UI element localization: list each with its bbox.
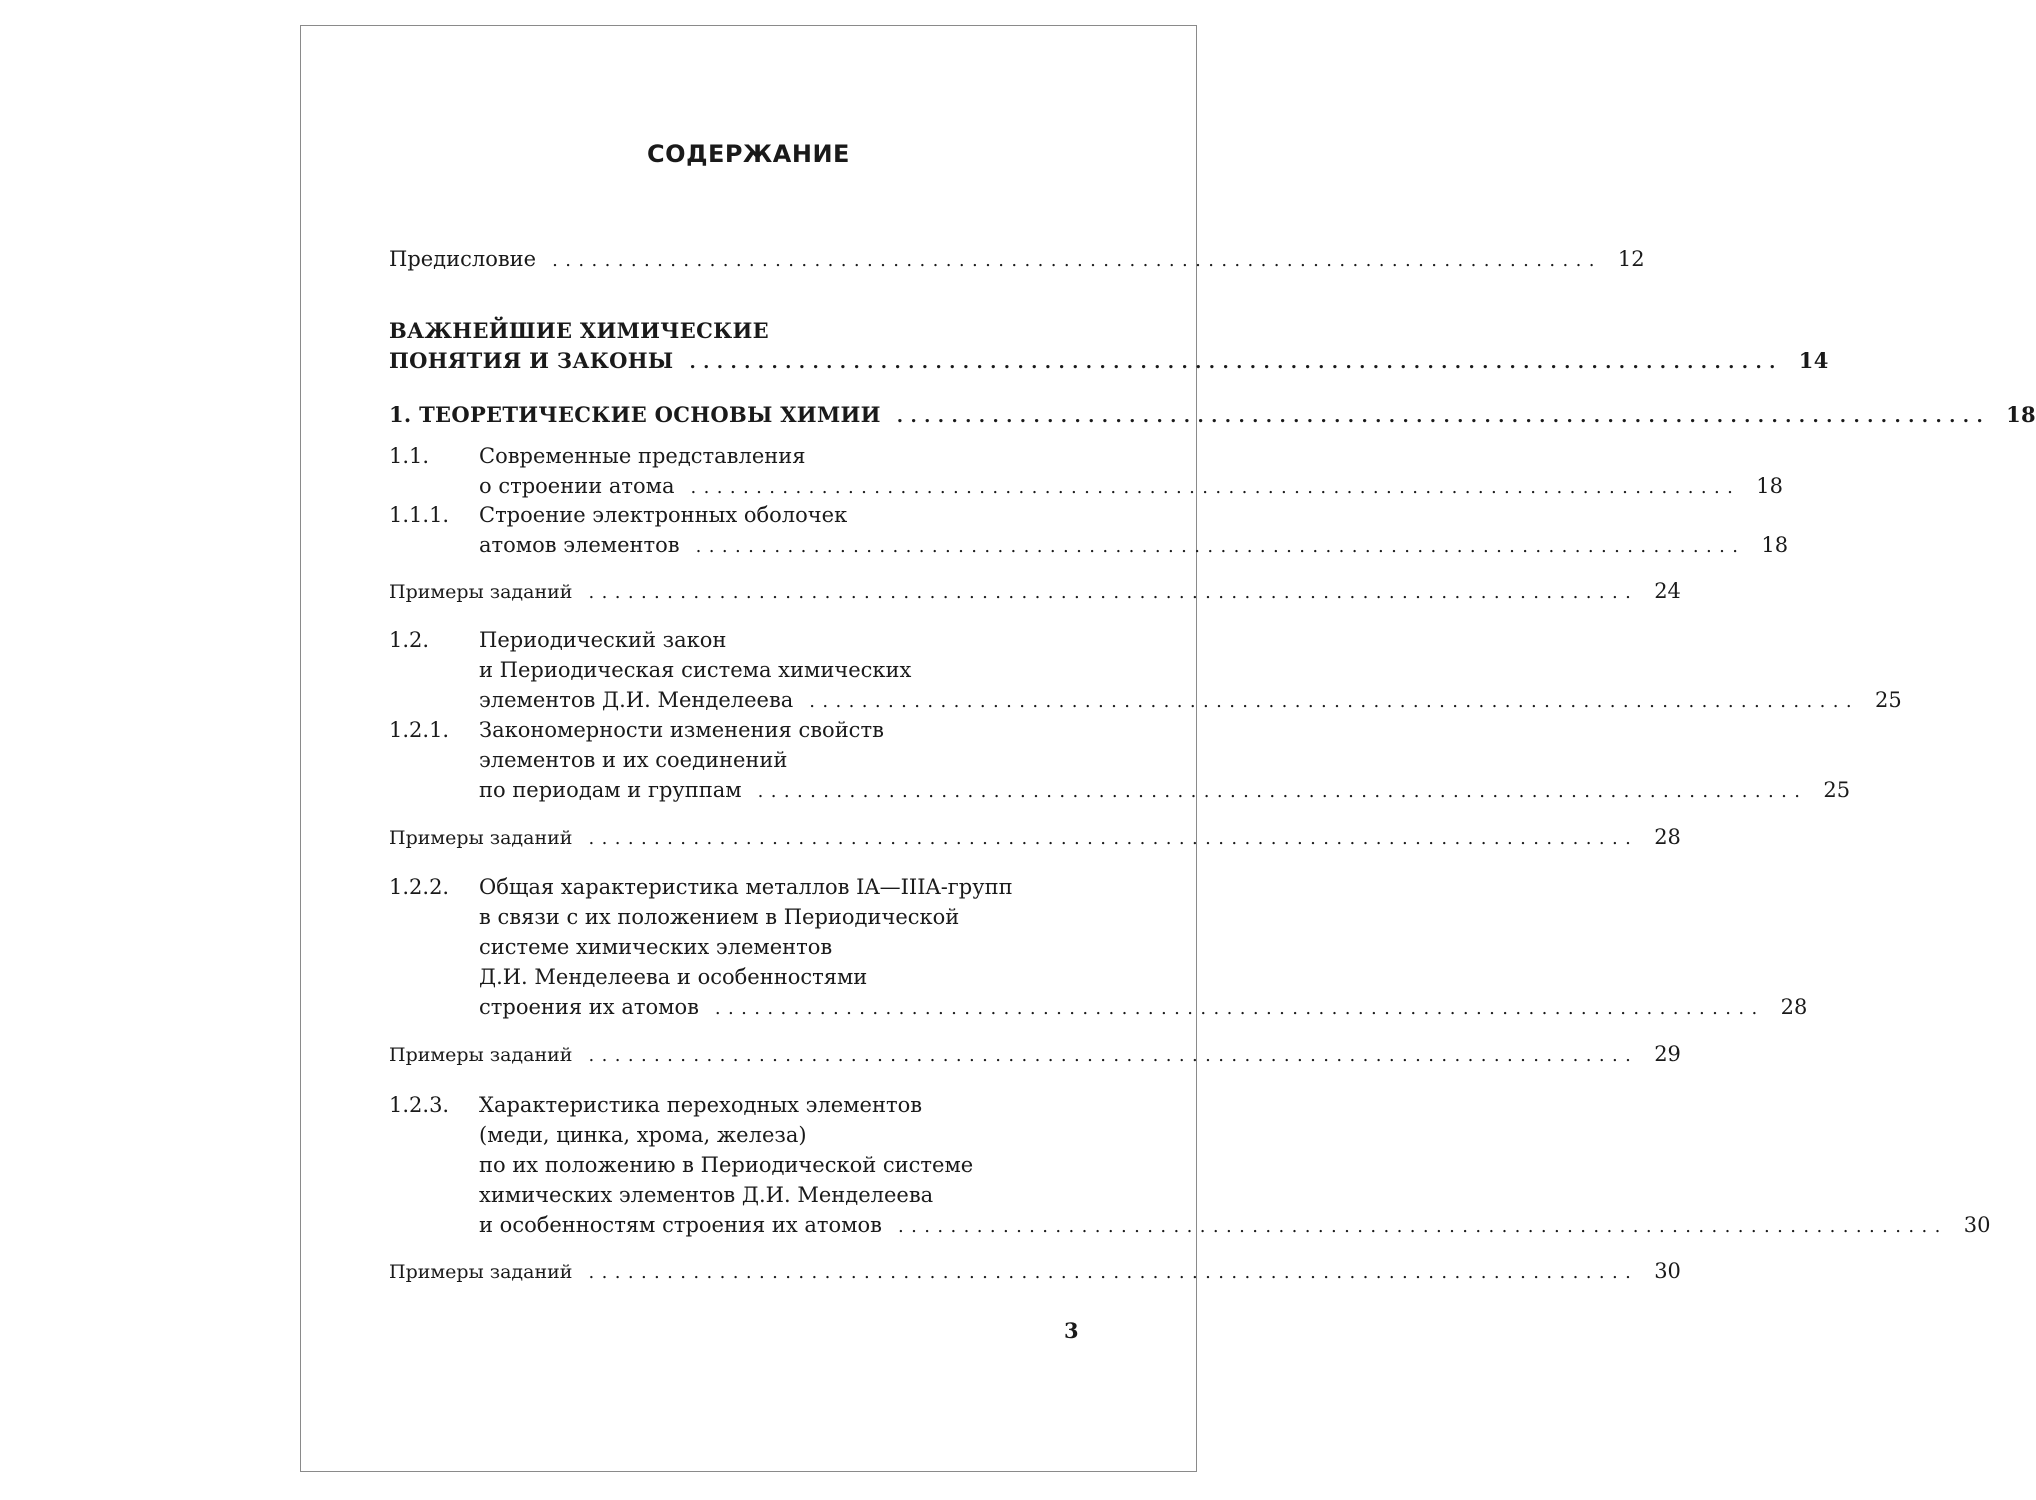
page-title: СОДЕРЖАНИЕ (647, 140, 850, 168)
toc-entry-preface (389, 244, 1645, 274)
toc-entry-text: атомов элементов (479, 533, 680, 557)
toc-page-number: 18 (2006, 402, 2036, 427)
dot-leader: ................................................................................ (757, 781, 1808, 802)
toc-entry-text: и Периодическая система химических (479, 658, 912, 682)
toc-entry-text: Общая характеристика металлов IA—IIIA-групп (479, 875, 1013, 899)
toc-entry-text: Д.И. Менделеева и особенностями (479, 965, 868, 989)
toc-entry-chapter-1 (389, 400, 2036, 430)
toc-entry-text: Примеры заданий (389, 1261, 573, 1283)
toc-page-number: 25 (1875, 688, 1902, 712)
toc-entry-examples (389, 822, 1681, 852)
toc-entry-text: ПОНЯТИЯ И ЗАКОНЫ (389, 348, 674, 373)
dot-leader: ................................................................................ (588, 828, 1639, 849)
toc-entry-text: Современные представления (479, 444, 806, 468)
toc-entry-1-2-1 (389, 715, 1851, 805)
toc-entry-text: 1. ТЕОРЕТИЧЕСКИЕ ОСНОВЫ ХИМИИ (389, 402, 881, 427)
toc-entry-text: (меди, цинка, хрома, железа) (479, 1123, 807, 1147)
toc-entry-number: 1.2.3. (389, 1093, 450, 1117)
toc-page-number: 30 (1654, 1259, 1681, 1283)
toc-entry-number: 1.1.1. (389, 503, 450, 527)
toc-entry-text: системе химических элементов (479, 935, 833, 959)
toc-entry-1-1 (389, 441, 1783, 501)
toc-entry-text: ВАЖНЕЙШИЕ ХИМИЧЕСКИЕ (389, 318, 769, 343)
page-number: 3 (1064, 1318, 1079, 1343)
toc-entry-number: 1.2.2. (389, 875, 450, 899)
toc-entry-text: Предисловие (389, 247, 537, 271)
toc-entry-text: Периодический закон (479, 628, 727, 652)
toc-page-number: 30 (1963, 1213, 1991, 1237)
toc-page-number: 12 (1617, 247, 1645, 271)
toc-entry-text: Примеры заданий (389, 827, 573, 849)
dot-leader: ................................................................................ (588, 1262, 1639, 1283)
dot-leader: ................................................................................ (552, 250, 1602, 271)
dot-leader: ................................................................................ (714, 998, 1765, 1019)
toc-entry-text: элементов Д.И. Менделеева (479, 688, 794, 712)
dot-leader: ................................................................................ (896, 406, 1991, 427)
dot-leader: ................................................................................ (809, 691, 1860, 712)
toc-page-number: 28 (1780, 995, 1808, 1019)
toc-page-number: 18 (1756, 474, 1783, 498)
toc-entry-section-heading (389, 316, 1829, 376)
toc-entry-1-2-3 (389, 1090, 1991, 1240)
toc-page-number: 28 (1654, 825, 1681, 849)
toc-entry-number: 1.2. (389, 628, 430, 652)
toc-page-number: 25 (1823, 778, 1851, 802)
toc-entry-text: химических элементов Д.И. Менделеева (479, 1183, 934, 1207)
dot-leader: ................................................................................ (689, 352, 1783, 373)
dot-leader: ................................................................................ (588, 1045, 1639, 1066)
dot-leader: ................................................................................ (695, 536, 1746, 557)
toc-entry-examples (389, 576, 1681, 606)
toc-entry-text: строения их атомов (479, 995, 699, 1019)
toc-entry-text: Характеристика переходных элементов (479, 1093, 923, 1117)
toc-entry-1-2 (389, 625, 1902, 715)
toc-entry-number: 1.2.1. (389, 718, 450, 742)
toc-entry-text: о строении атома (479, 474, 675, 498)
toc-entry-1-1-1 (389, 500, 1789, 560)
toc-entry-text: и особенностям строения их атомов (479, 1213, 882, 1237)
toc-entry-examples (389, 1039, 1681, 1069)
dot-leader: ................................................................................ (690, 477, 1741, 498)
toc-entry-text: по периодам и группам (479, 778, 742, 802)
toc-entry-text: Примеры заданий (389, 581, 573, 603)
toc-entry-text: Примеры заданий (389, 1044, 573, 1066)
dot-leader: ................................................................................ (588, 582, 1639, 603)
toc-entry-text: по их положению в Периодической системе (479, 1153, 974, 1177)
toc-entry-text: Строение электронных оболочек (479, 503, 848, 527)
toc-page-number: 24 (1654, 579, 1681, 603)
toc-entry-1-2-2 (389, 872, 1808, 1022)
toc-page-number: 29 (1654, 1042, 1681, 1066)
toc-page-number: 18 (1761, 533, 1789, 557)
toc-entry-examples (389, 1256, 1681, 1286)
toc-entry-number: 1.1. (389, 444, 430, 468)
toc-entry-text: элементов и их соединений (479, 748, 788, 772)
toc-entry-text: в связи с их положением в Периодической (479, 905, 960, 929)
toc-page-number: 14 (1798, 348, 1829, 373)
toc-entry-text: Закономерности изменения свойств (479, 718, 884, 742)
dot-leader: ................................................................................ (897, 1216, 1948, 1237)
